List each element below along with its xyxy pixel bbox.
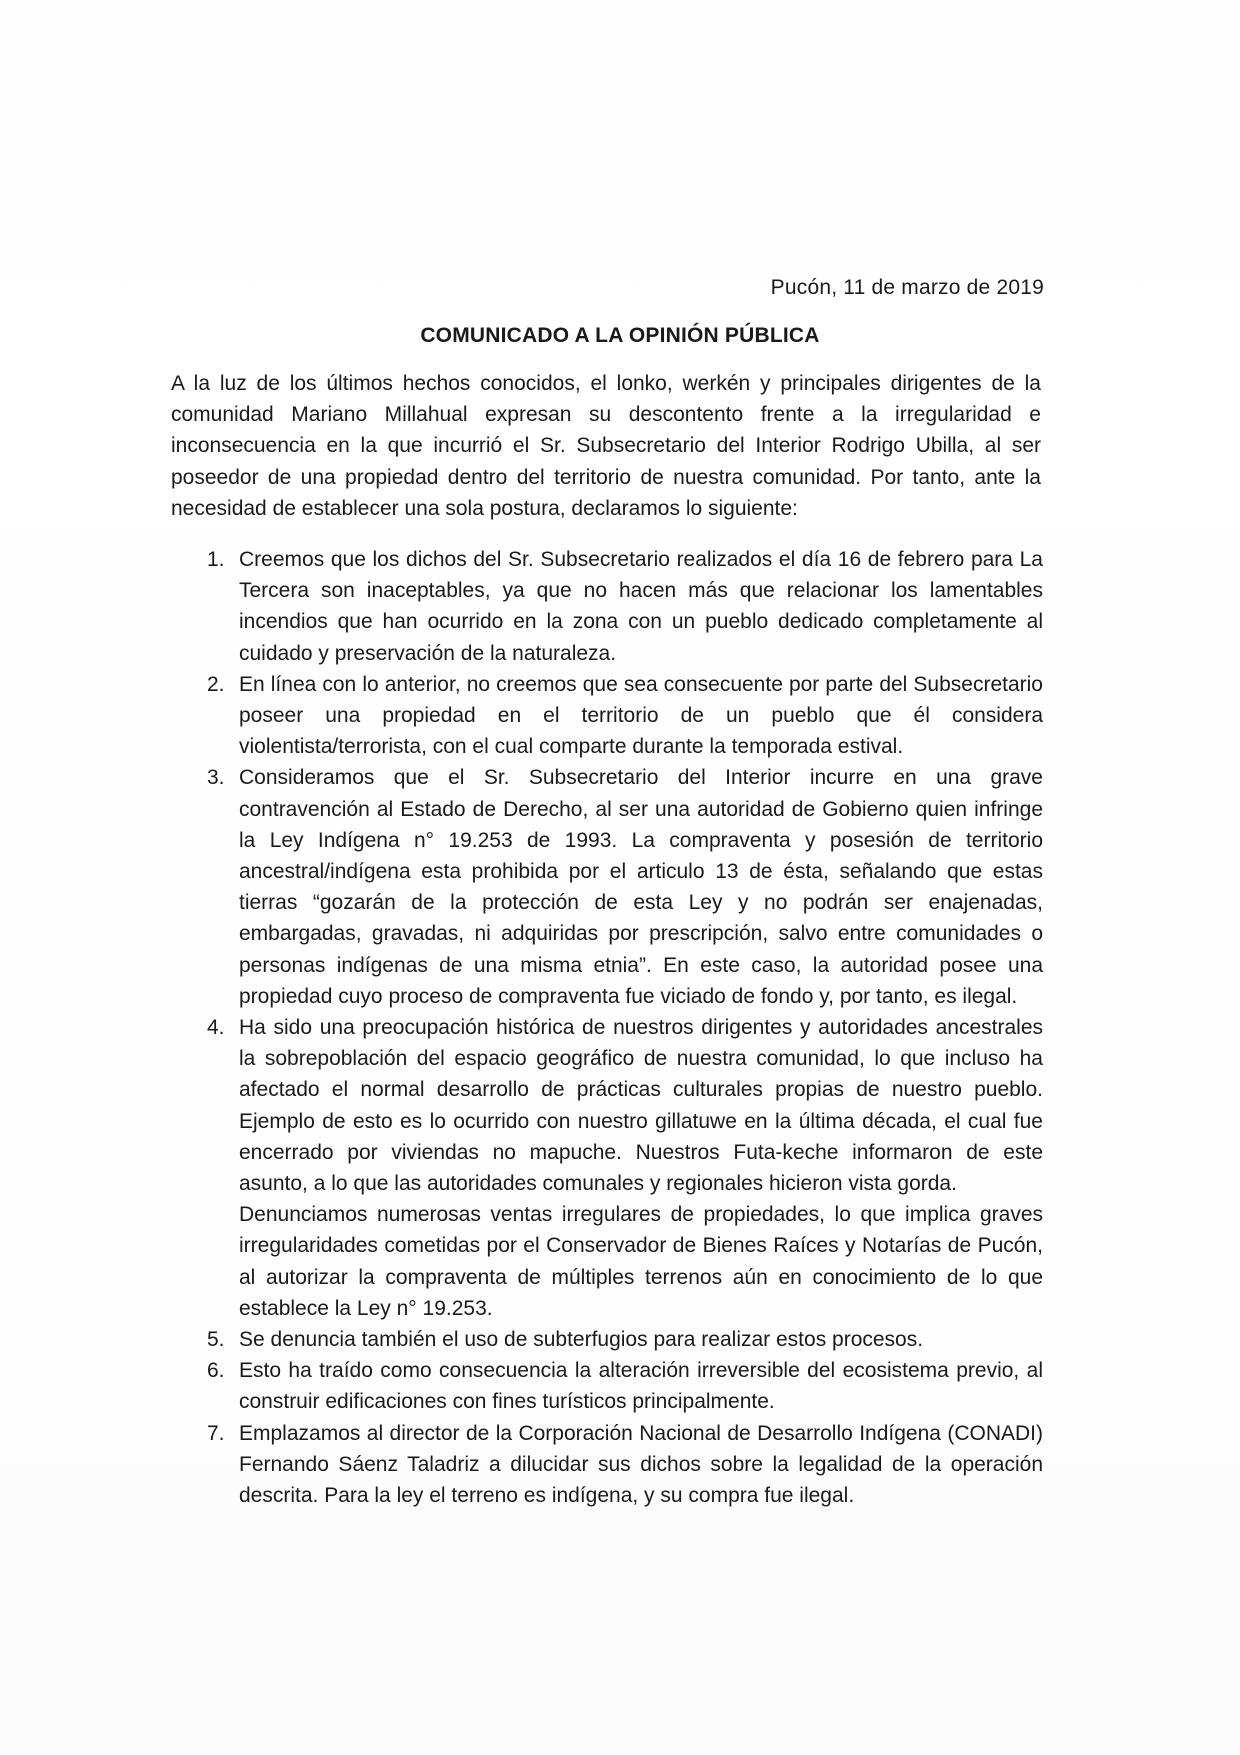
list-item-4 [171,1012,1043,1324]
point-text: Emplazamos al director de la Corporación Nacional de Desarrollo Indígena (CONADI) Fernando Sáenz Taladriz a dilucidar sus dichos sobre la legalidad de la operación descrita. Para la ley el terreno es indígena, y su compra fue ilegal. [239,1421,1043,1508]
point-text: Creemos que los dichos del Sr. Subsecretario realizados el día 16 de febrero para La Tercera son inaceptables, ya que no hacen más que relacionar los lamentables incendios que han ocurrido en la zona con un pueblo dedicado completamente al cuidado y preservación de la naturaleza. [239,548,1043,665]
list-item-1 [171,544,1043,669]
point-number: 4. [207,1016,225,1040]
point-text: En línea con lo anterior, no creemos que sea consecuente por parte del Subsecretario poseer una propiedad en el territorio de un pueblo que él considera violentista/terrorista, con el cual comparte durante la temporada estival. [239,672,1043,759]
point-number: 2. [207,672,225,696]
numbered-points-list [171,544,1043,1511]
point-text: Consideramos que el Sr. Subsecretario del Interior incurre en una grave contravención al Estado de Derecho, al ser una autoridad de Gobierno quien infringe la Ley Indígena n° 19.253 de 1993. La compraventa y posesión de territorio ancestral/indígena esta prohibida por el articulo 13 de ésta, señalando que estas tierras “gozarán de la protección de esta Ley y no podrán ser enajenadas, embargadas, gravadas, ni adquiridas por prescripción, salvo entre comunidades o personas indígenas de una misma etnia”. En este caso, la autoridad posee una propiedad cuyo proceso de compraventa fue viciado de fondo y, por tanto, es ilegal. [239,766,1043,1008]
intro-paragraph: A la luz de los últimos hechos conocidos, el lonko, werkén y principales dirigentes de la comunidad Mariano Millahual expresan su descontento frente a la irregularidad e inconsecuencia en la que incurrió el Sr. Subsecretario del Interior Rodrigo Ubilla, al ser poseedor de una propiedad dentro del territorio de nuestra comunidad. Por tanto, ante la necesidad de establecer una sola postura, declaramos lo siguiente: [171,372,1041,520]
point-number: 7. [207,1421,225,1445]
document-title: COMUNICADO A LA OPINIÓN PÚBLICA [420,324,820,347]
point-continuation-text: Denunciamos numerosas ventas irregulares de propiedades, lo que implica graves irregularidades cometidas por el Conservador de Bienes Raíces y Notarías de Pucón, al autorizar la compraventa de múltiples terrenos aún en conocimiento de lo que establece la Ley n° 19.253. [239,1203,1043,1320]
point-text: Ha sido una preocupación histórica de nuestros dirigentes y autoridades ancestrales la sobrepoblación del espacio geográfico de nuestra comunidad, lo que incluso ha afectado el normal desarrollo de prácticas culturales propias de nuestro pueblo. Ejemplo de esto es lo ocurrido con nuestro gillatuwe en la última década, el cual fue encerrado por viviendas no mapuche. Nuestros Futa-keche informaron de este asunto, a lo que las autoridades comunales y regionales hicieron vista gorda. [239,1016,1043,1196]
point-number: 6. [207,1359,225,1383]
point-number: 1. [207,548,225,571]
point-text: Esto ha traído como consecuencia la alteración irreversible del ecosistema previo, al construir edificaciones con fines turísticos principalmente. [239,1359,1043,1414]
list-item-5 [171,1324,1043,1355]
list-item-2 [171,669,1043,763]
document-date: Pucón, 11 de marzo de 2019 [770,276,1044,299]
list-item-3 [171,762,1043,1012]
list-item-7 [171,1418,1043,1512]
point-text: Se denuncia también el uso de subterfugios para realizar estos procesos. [239,1328,924,1352]
point-number: 3. [207,766,225,790]
point-number: 5. [207,1328,225,1352]
list-item-6 [171,1355,1043,1417]
